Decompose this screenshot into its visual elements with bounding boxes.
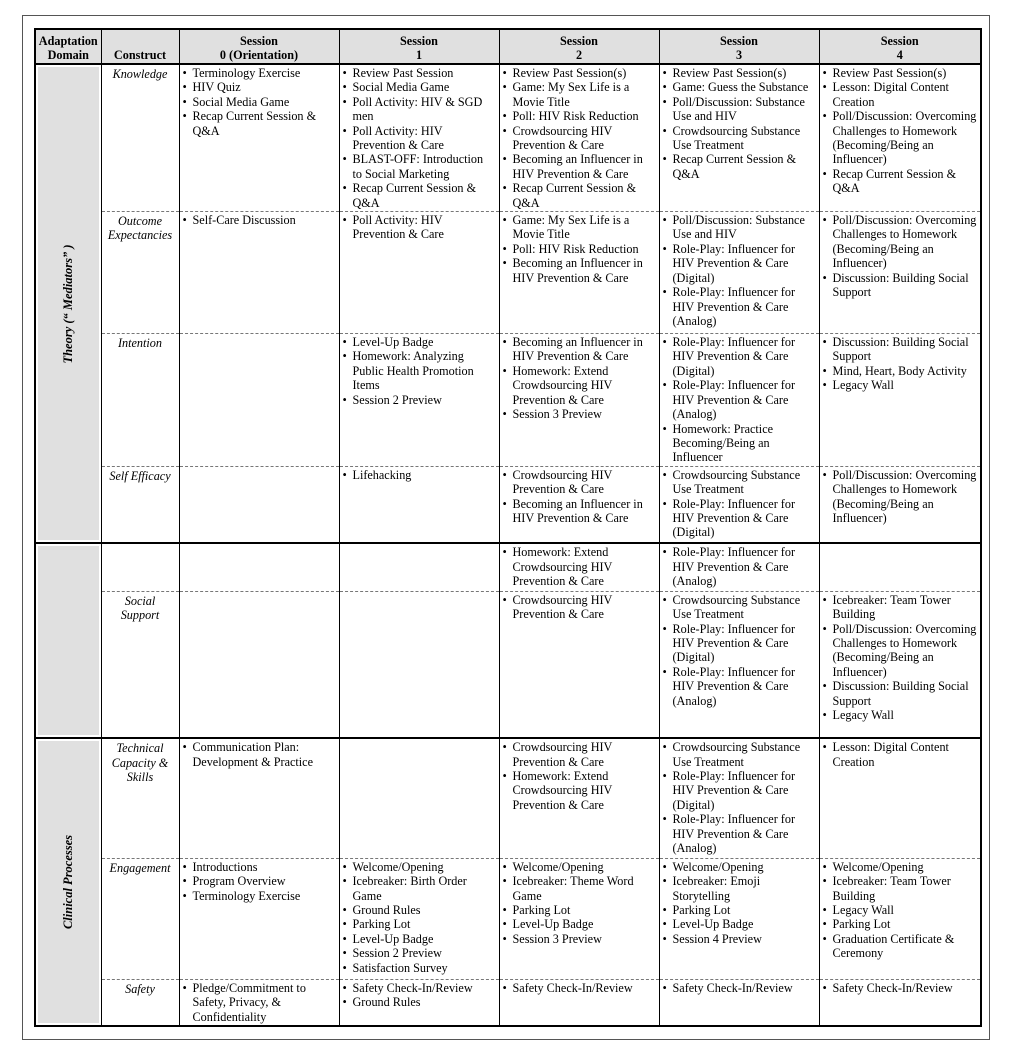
activity-item: • Social Media Game <box>343 80 496 94</box>
activity-item: • Homework: Analyzing Public Health Promotion Items <box>343 349 496 392</box>
activity-item: • Crowdsourcing Substance Use Treatment <box>663 740 816 769</box>
session-0-cell <box>179 466 339 543</box>
construct-cell: Technical Capacity & Skills <box>101 738 179 858</box>
activity-item: • Crowdsourcing Substance Use Treatment <box>663 593 816 622</box>
activity-item: • Poll/Discussion: Overcoming Challenges to Homework (Becoming/Being an Influencer) <box>823 213 978 271</box>
header-session-0: Session 0 (Orientation) <box>179 29 339 64</box>
session-1-cell <box>339 738 499 858</box>
session-1-cell <box>339 979 499 1026</box>
activity-item: • Icebreaker: Birth Order Game <box>343 874 496 903</box>
activity-item: • Becoming an Influencer in HIV Prevention & Care <box>503 152 656 181</box>
activity-item: • Satisfaction Survey <box>343 961 496 975</box>
activity-item: • Welcome/Opening <box>663 860 816 874</box>
activity-item: • Welcome/Opening <box>503 860 656 874</box>
activity-item: • Recap Current Session & Q&A <box>823 167 978 196</box>
activity-item: • Review Past Session(s) <box>823 66 978 80</box>
activity-item: • Graduation Certificate & Ceremony <box>823 932 978 961</box>
activity-item: • Role-Play: Influencer for HIV Prevention & Care (Digital) <box>663 335 816 378</box>
activity-list <box>503 545 656 588</box>
activity-item: • Role-Play: Influencer for HIV Prevention & Care (Analog) <box>663 285 816 328</box>
activity-list <box>343 981 496 1010</box>
activity-item: • Game: My Sex Life is a Movie Title <box>503 80 656 109</box>
activity-item: • Crowdsourcing HIV Prevention & Care <box>503 468 656 497</box>
activity-item: • Session 3 Preview <box>503 407 656 421</box>
session-4-cell <box>819 212 981 334</box>
activity-item: • Icebreaker: Emoji Storytelling <box>663 874 816 903</box>
session-4-cell <box>819 738 981 858</box>
activity-list <box>663 545 816 588</box>
session-2-cell <box>499 979 659 1026</box>
activity-item: • Ground Rules <box>343 995 496 1009</box>
activity-item: • Legacy Wall <box>823 708 978 722</box>
header-session-2: Session 2 <box>499 29 659 64</box>
activity-item: • Role-Play: Influencer for HIV Prevention & Care (Analog) <box>663 545 816 588</box>
activity-item: • Homework: Practice Becoming/Being an Influencer <box>663 422 816 465</box>
construct-cell: Safety <box>101 979 179 1026</box>
session-4-cell <box>819 543 981 591</box>
activity-list <box>663 335 816 465</box>
header-row <box>35 29 981 64</box>
activity-list <box>183 213 336 227</box>
activity-list <box>503 593 656 622</box>
activity-item: • Discussion: Building Social Support <box>823 679 978 708</box>
activity-item: • Role-Play: Influencer for HIV Prevention & Care (Analog) <box>663 665 816 708</box>
session-4-cell <box>819 334 981 467</box>
activity-item: • Icebreaker: Team Tower Building <box>823 874 978 903</box>
header-construct: Construct <box>101 29 179 64</box>
domain-label: Theory (“ Mediators” ) <box>61 244 76 364</box>
activity-item: • Safety Check-In/Review <box>343 981 496 995</box>
activity-list <box>823 593 978 723</box>
activity-item: • Crowdsourcing Substance Use Treatment <box>663 468 816 497</box>
session-3-cell <box>659 543 819 591</box>
activity-item: • Lifehacking <box>343 468 496 482</box>
activity-item: • Ground Rules <box>343 903 496 917</box>
activity-item: • Safety Check-In/Review <box>663 981 816 995</box>
session-0-cell <box>179 858 339 979</box>
table-row <box>35 738 981 858</box>
activity-list <box>663 860 816 946</box>
activity-item: • Terminology Exercise <box>183 66 336 80</box>
session-0-cell <box>179 591 339 738</box>
activity-item: • Legacy Wall <box>823 378 978 392</box>
activity-item: • Parking Lot <box>663 903 816 917</box>
activity-list <box>663 66 816 181</box>
session-4-cell <box>819 979 981 1026</box>
domain-label: Clinical Processes <box>61 835 76 930</box>
header-session-4: Session 4 <box>819 29 981 64</box>
activity-item: • Level-Up Badge <box>503 917 656 931</box>
session-0-cell <box>179 738 339 858</box>
session-4-cell <box>819 858 981 979</box>
header-session-3: Session 3 <box>659 29 819 64</box>
session-4-cell <box>819 64 981 212</box>
activity-item: • Poll/Discussion: Substance Use and HIV <box>663 95 816 124</box>
domain-cell <box>35 738 101 1026</box>
construct-cell: Intention <box>101 334 179 467</box>
activity-item: • Level-Up Badge <box>343 932 496 946</box>
activity-item: • Program Overview <box>183 874 336 888</box>
activity-item: • Game: My Sex Life is a Movie Title <box>503 213 656 242</box>
activity-list <box>823 66 978 196</box>
activity-list <box>503 468 656 526</box>
session-2-cell <box>499 591 659 738</box>
activity-item: • Recap Current Session & Q&A <box>503 181 656 210</box>
table-row <box>35 543 981 591</box>
session-0-cell <box>179 212 339 334</box>
session-1-cell <box>339 858 499 979</box>
session-3-cell <box>659 738 819 858</box>
activity-item: • Session 3 Preview <box>503 932 656 946</box>
construct-cell: Social Support <box>101 591 179 738</box>
activity-list <box>823 981 978 995</box>
activity-list <box>663 593 816 708</box>
activity-item: • Legacy Wall <box>823 903 978 917</box>
activity-item: • Parking Lot <box>343 917 496 931</box>
activity-item: • Lesson: Digital Content Creation <box>823 80 978 109</box>
session-1-cell <box>339 466 499 543</box>
activity-list <box>183 860 336 903</box>
activity-item: • Social Media Game <box>183 95 336 109</box>
activity-list <box>183 740 336 769</box>
activity-item: • Role-Play: Influencer for HIV Prevention & Care (Analog) <box>663 378 816 421</box>
construct-cell: Knowledge <box>101 64 179 212</box>
activity-list <box>823 335 978 393</box>
activity-item: • Communication Plan: Development & Practice <box>183 740 336 769</box>
activity-list <box>503 860 656 946</box>
activity-item: • Poll Activity: HIV Prevention & Care <box>343 124 496 153</box>
activity-list <box>503 66 656 210</box>
session-3-cell <box>659 64 819 212</box>
session-3-cell <box>659 334 819 467</box>
construct-cell: Self Efficacy <box>101 466 179 543</box>
activity-item: • Icebreaker: Team Tower Building <box>823 593 978 622</box>
session-0-cell <box>179 334 339 467</box>
activity-item: • Crowdsourcing HIV Prevention & Care <box>503 593 656 622</box>
activity-item: • Session 2 Preview <box>343 393 496 407</box>
activity-item: • Recap Current Session & Q&A <box>663 152 816 181</box>
activity-list <box>183 981 336 1024</box>
activity-list <box>503 213 656 285</box>
session-3-cell <box>659 591 819 738</box>
session-3-cell <box>659 212 819 334</box>
activity-list <box>503 981 656 995</box>
activity-item: • Recap Current Session & Q&A <box>343 181 496 210</box>
session-table <box>34 28 982 1027</box>
activity-item: • Icebreaker: Theme Word Game <box>503 874 656 903</box>
activity-item: • Level-Up Badge <box>663 917 816 931</box>
activity-item: • Role-Play: Influencer for HIV Prevention & Care (Digital) <box>663 242 816 285</box>
activity-list <box>823 740 978 769</box>
activity-item: • Parking Lot <box>823 917 978 931</box>
activity-list <box>343 468 496 482</box>
activity-item: • Parking Lot <box>503 903 656 917</box>
activity-item: • Role-Play: Influencer for HIV Prevention & Care (Digital) <box>663 497 816 540</box>
activity-item: • Recap Current Session & Q&A <box>183 109 336 138</box>
session-2-cell <box>499 334 659 467</box>
activity-item: • Session 4 Preview <box>663 932 816 946</box>
session-4-cell <box>819 466 981 543</box>
table-row <box>35 212 981 334</box>
activity-item: • Crowdsourcing HIV Prevention & Care <box>503 124 656 153</box>
session-4-cell <box>819 591 981 738</box>
activity-list <box>343 335 496 407</box>
activity-item: • Poll Activity: HIV & SGD men <box>343 95 496 124</box>
activity-item: • Terminology Exercise <box>183 889 336 903</box>
activity-item: • Self-Care Discussion <box>183 213 336 227</box>
activity-item: • Poll: HIV Risk Reduction <box>503 242 656 256</box>
session-2-cell <box>499 466 659 543</box>
activity-item: • Poll/Discussion: Substance Use and HIV <box>663 213 816 242</box>
activity-list <box>823 213 978 299</box>
activity-list <box>343 213 496 242</box>
session-0-cell <box>179 979 339 1026</box>
activity-item: • Poll/Discussion: Overcoming Challenges to Homework (Becoming/Being an Influencer) <box>823 622 978 680</box>
session-2-cell <box>499 212 659 334</box>
session-3-cell <box>659 979 819 1026</box>
session-1-cell <box>339 212 499 334</box>
activity-item: • Poll Activity: HIV Prevention & Care <box>343 213 496 242</box>
activity-item: • Discussion: Building Social Support <box>823 335 978 364</box>
session-1-cell <box>339 591 499 738</box>
construct-cell: Outcome Expectancies <box>101 212 179 334</box>
activity-item: • Homework: Extend Crowdsourcing HIV Prevention & Care <box>503 769 656 812</box>
activity-list <box>663 213 816 328</box>
activity-item: • Game: Guess the Substance <box>663 80 816 94</box>
activity-item: • Role-Play: Influencer for HIV Prevention & Care (Digital) <box>663 769 816 812</box>
activity-item: • Crowdsourcing Substance Use Treatment <box>663 124 816 153</box>
activity-item: • Mind, Heart, Body Activity <box>823 364 978 378</box>
domain-cell <box>35 64 101 543</box>
session-0-cell <box>179 543 339 591</box>
session-2-cell <box>499 543 659 591</box>
activity-item: • Poll/Discussion: Overcoming Challenges to Homework (Becoming/Being an Influencer) <box>823 468 978 526</box>
activity-list <box>663 740 816 855</box>
activity-item: • Role-Play: Influencer for HIV Prevention & Care (Digital) <box>663 622 816 665</box>
activity-list <box>503 740 656 812</box>
activity-item: • Becoming an Influencer in HIV Prevention & Care <box>503 256 656 285</box>
session-2-cell <box>499 64 659 212</box>
activity-item: • Review Past Session(s) <box>503 66 656 80</box>
session-3-cell <box>659 466 819 543</box>
activity-item: • Discussion: Building Social Support <box>823 271 978 300</box>
activity-item: • Becoming an Influencer in HIV Prevention & Care <box>503 497 656 526</box>
activity-item: • Pledge/Commitment to Safety, Privacy, & Confidentiality <box>183 981 336 1024</box>
domain-cell <box>35 543 101 738</box>
activity-item: • Introductions <box>183 860 336 874</box>
activity-list <box>343 860 496 975</box>
header-session-1: Session 1 <box>339 29 499 64</box>
activity-item: • Session 2 Preview <box>343 946 496 960</box>
activity-list <box>823 860 978 961</box>
activity-item: • Welcome/Opening <box>343 860 496 874</box>
construct-cell <box>101 543 179 591</box>
session-2-cell <box>499 858 659 979</box>
construct-cell: Engagement <box>101 858 179 979</box>
activity-item: • Poll/Discussion: Overcoming Challenges to Homework (Becoming/Being an Influencer) <box>823 109 978 167</box>
activity-list <box>823 468 978 526</box>
session-1-cell <box>339 543 499 591</box>
activity-list <box>183 66 336 138</box>
activity-list <box>663 981 816 995</box>
table-row <box>35 64 981 212</box>
session-0-cell <box>179 64 339 212</box>
header-adaptation-domain: Adaptation Domain <box>35 29 101 64</box>
activity-item: • Poll: HIV Risk Reduction <box>503 109 656 123</box>
table-row <box>35 858 981 979</box>
table-row <box>35 591 981 738</box>
activity-item: • Welcome/Opening <box>823 860 978 874</box>
session-1-cell <box>339 334 499 467</box>
activity-list <box>343 66 496 210</box>
activity-item: • Review Past Session(s) <box>663 66 816 80</box>
activity-item: • BLAST-OFF: Introduction to Social Marketing <box>343 152 496 181</box>
session-2-cell <box>499 738 659 858</box>
activity-item: • Homework: Extend Crowdsourcing HIV Prevention & Care <box>503 545 656 588</box>
table-row <box>35 334 981 467</box>
activity-item: • Safety Check-In/Review <box>503 981 656 995</box>
activity-item: • Level-Up Badge <box>343 335 496 349</box>
activity-item: • Review Past Session <box>343 66 496 80</box>
activity-item: • Role-Play: Influencer for HIV Prevention & Care (Analog) <box>663 812 816 855</box>
activity-list <box>503 335 656 421</box>
session-1-cell <box>339 64 499 212</box>
activity-item: • Homework: Extend Crowdsourcing HIV Prevention & Care <box>503 364 656 407</box>
activity-list <box>663 468 816 540</box>
activity-item: • Becoming an Influencer in HIV Prevention & Care <box>503 335 656 364</box>
activity-item: • Lesson: Digital Content Creation <box>823 740 978 769</box>
session-3-cell <box>659 858 819 979</box>
activity-item: • Crowdsourcing HIV Prevention & Care <box>503 740 656 769</box>
table-row <box>35 979 981 1026</box>
activity-item: • HIV Quiz <box>183 80 336 94</box>
table-row <box>35 466 981 543</box>
activity-item: • Safety Check-In/Review <box>823 981 978 995</box>
